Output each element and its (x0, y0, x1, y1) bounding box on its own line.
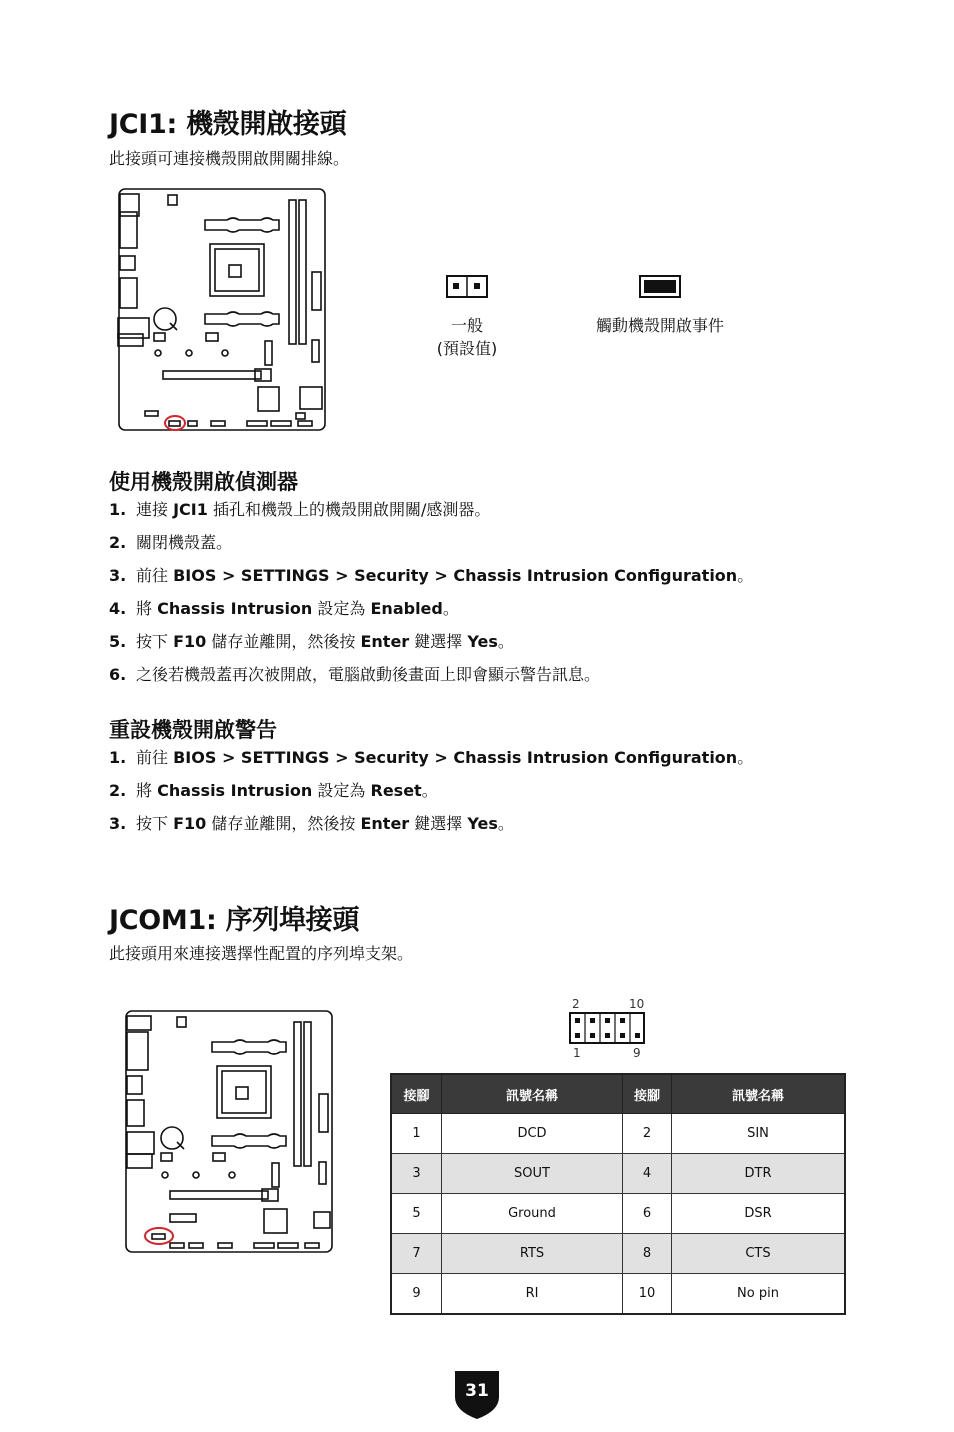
jumper-triggered-label: 觸動機殼開啟事件 (595, 316, 724, 335)
jcom1-pin-table (390, 1073, 846, 1315)
serial-pin-header-icon (569, 1012, 645, 1044)
table-cell: SOUT (442, 1154, 623, 1194)
reset-step-2: 2. 將 Chassis Intrusion 設定為 Reset。 (109, 781, 438, 800)
jcom1-title: JCOM1: 序列埠接頭 (109, 905, 360, 936)
table-cell: 10 (623, 1274, 672, 1315)
table-cell: 8 (623, 1234, 672, 1274)
use-sensor-heading: 使用機殼開啟偵測器 (109, 470, 298, 494)
jumper-normal-default-label: (預設值) (436, 339, 498, 358)
jcom1-description: 此接頭用來連接選擇性配置的序列埠支架。 (109, 944, 414, 963)
use-sensor-steps (109, 500, 753, 698)
table-header: 接腳 (391, 1074, 442, 1114)
table-row (391, 1154, 845, 1194)
table-cell: RI (442, 1274, 623, 1315)
pin-label-top-right: 10 (629, 997, 645, 1011)
jumper-normal-icon (446, 275, 488, 298)
table-row (391, 1234, 845, 1274)
jcom1-location-marker (145, 1228, 173, 1244)
table-cell: 6 (623, 1194, 672, 1234)
table-row (391, 1194, 845, 1234)
pin-label-top-left: 2 (572, 997, 580, 1011)
table-header: 訊號名稱 (442, 1074, 623, 1114)
table-cell: 7 (391, 1234, 442, 1274)
jumper-triggered-icon (639, 275, 681, 298)
pin-label-bottom-left: 1 (573, 1046, 581, 1060)
table-cell: DSR (672, 1194, 846, 1234)
table-header: 接腳 (623, 1074, 672, 1114)
table-cell: 4 (623, 1154, 672, 1194)
use-step-3: 3. 前往 BIOS > SETTINGS > Security > Chassis Intrusion Configuration。 (109, 566, 754, 585)
jci1-description: 此接頭可連接機殼開啟開關排線。 (109, 149, 350, 168)
table-cell: No pin (672, 1274, 846, 1315)
page-number: 31 (465, 1381, 489, 1401)
reset-step-1: 1. 前往 BIOS > SETTINGS > Security > Chassis Intrusion Configuration。 (109, 748, 754, 767)
table-cell: DCD (442, 1114, 623, 1154)
table-header: 訊號名稱 (672, 1074, 846, 1114)
page-number-badge (455, 1371, 499, 1419)
jci1-location-marker (165, 416, 185, 430)
table-cell: 3 (391, 1154, 442, 1194)
reset-warning-heading: 重設機殼開啟警告 (109, 718, 277, 742)
use-step-2: 2. 關閉機殼蓋。 (109, 533, 233, 552)
table-row (391, 1274, 845, 1315)
table-cell: Ground (442, 1194, 623, 1234)
table-row (391, 1114, 845, 1154)
jci1-title: JCI1: 機殼開啟接頭 (109, 109, 347, 140)
table-cell: DTR (672, 1154, 846, 1194)
table-cell: 9 (391, 1274, 442, 1315)
table-header-row (391, 1074, 845, 1114)
table-cell: 2 (623, 1114, 672, 1154)
reset-step-3: 3. 按下 F10 儲存並離開，然後按 Enter 鍵選擇 Yes。 (109, 814, 514, 833)
use-step-5: 5. 按下 F10 儲存並離開，然後按 Enter 鍵選擇 Yes。 (109, 632, 514, 651)
use-step-6: 6. 之後若機殼蓋再次被開啟，電腦啟動後畫面上即會顯示警告訊息。 (109, 665, 601, 684)
table-cell: CTS (672, 1234, 846, 1274)
motherboard-diagram-jcom1 (122, 1008, 336, 1256)
reset-warning-steps (109, 748, 753, 847)
table-cell: 1 (391, 1114, 442, 1154)
use-step-4: 4. 將 Chassis Intrusion 設定為 Enabled。 (109, 599, 459, 618)
use-step-1: 1. 連接 JCI1 插孔和機殼上的機殼開啟開關/感測器。 (109, 500, 491, 519)
jumper-normal-label: 一般 (450, 316, 483, 335)
table-cell: 5 (391, 1194, 442, 1234)
table-cell: RTS (442, 1234, 623, 1274)
motherboard-diagram-jci1 (115, 186, 329, 434)
table-cell: SIN (672, 1114, 846, 1154)
pin-label-bottom-right: 9 (633, 1046, 641, 1060)
